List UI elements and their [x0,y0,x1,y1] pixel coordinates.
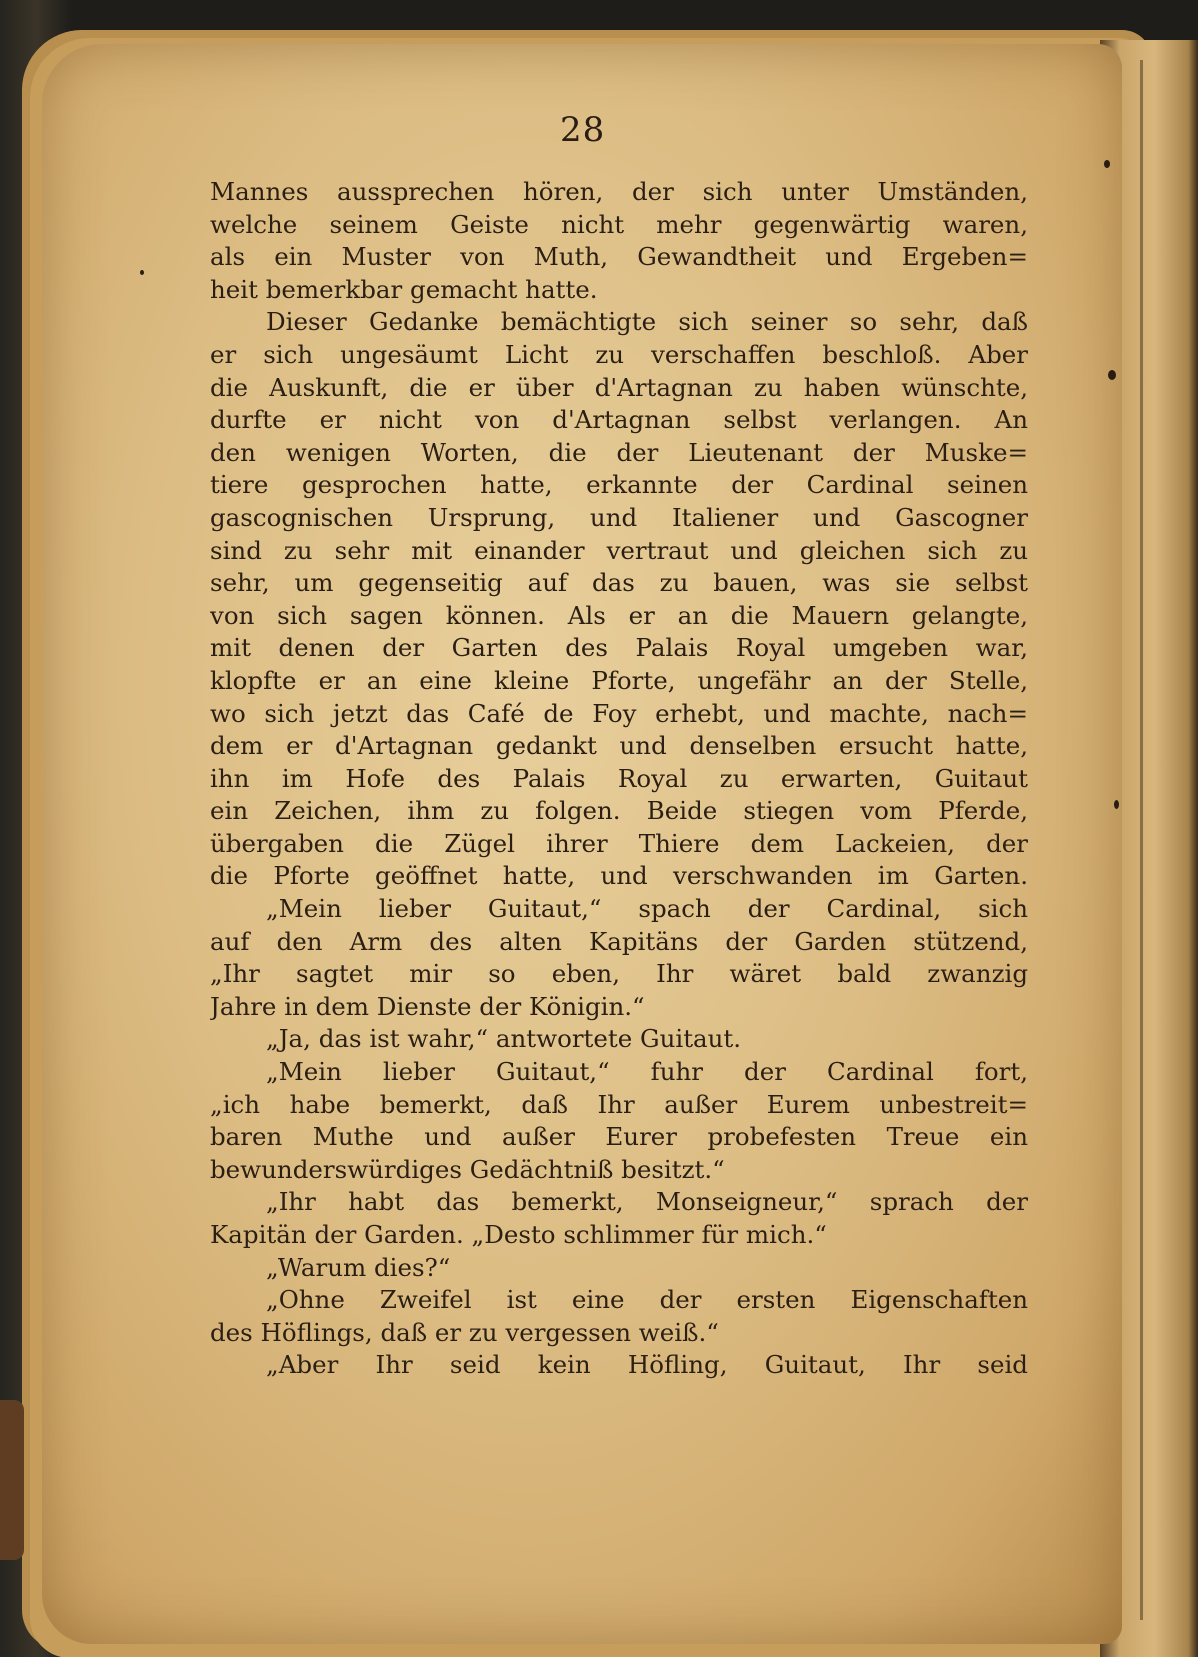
text-line: die Auskunft, die er über d'Artagnan zu haben wünschte, [210,372,1028,402]
text-line: Kapitän der Garden. „Desto schlimmer für mich.“ [210,1220,827,1249]
text-line: „Warum dies?“ [266,1252,451,1282]
ink-speck [1108,370,1116,380]
text-line: als ein Muster von Muth, Gewandtheit und Ergeben= [210,242,1028,272]
text-line: Jahre in dem Dienste der Königin.“ [210,991,645,1021]
text-line: tiere gesprochen hatte, erkannte der Cardinal seinen [210,470,1028,500]
page-number: 28 [560,110,606,150]
ink-speck [1104,160,1110,168]
text-line: heit bemerkbar gemacht hatte. [210,274,598,304]
gutter-fold [1140,60,1143,1620]
text-line: von sich sagen können. Als er an die Mauern gelangte, [210,600,1028,630]
body-text [210,176,1028,1382]
text-line: welche seinem Geiste nicht mehr gegenwärtig waren, [210,209,1028,239]
text-line: wo sich jetzt das Café de Foy erhebt, und machte, nach= [210,698,1028,728]
text-line: baren Muthe und außer Eurer probefesten Treue ein [210,1122,1028,1152]
text-line: „Mein lieber Guitaut,“ spach der Cardinal, sich [266,894,1028,924]
text-line: „Aber Ihr seid kein Höfling, Guitaut, Ihr seid [266,1350,1028,1380]
text-line: mit denen der Garten des Palais Royal umgeben war, [210,633,1028,663]
text-line: bewunderswürdiges Gedächtniß besitzt.“ [210,1154,725,1184]
ink-speck [140,270,144,275]
text-line: dem er d'Artagnan gedankt und denselben ersucht hatte, [210,731,1028,761]
torn-edge [0,1400,24,1560]
text-line: ein Zeichen, ihm zu folgen. Beide stiegen vom Pferde, [210,796,1028,826]
text-line: Dieser Gedanke bemächtigte sich seiner so sehr, daß [266,307,1028,337]
text-line: auf den Arm des alten Kapitäns der Garden stützend, [210,926,1028,956]
text-line: „Ohne Zweifel ist eine der ersten Eigenschaften [266,1285,1028,1315]
text-line: klopfte er an eine kleine Pforte, ungefähr an der Stelle, [210,665,1028,695]
text-line: gascognischen Ursprung, und Italiener und Gascogner [210,502,1028,532]
text-line: „Ihr habt das bemerkt, Monseigneur,“ sprach der [266,1187,1028,1217]
text-line: sind zu sehr mit einander vertraut und gleichen sich zu [210,535,1028,565]
text-line: den wenigen Worten, die der Lieutenant der Muske= [210,437,1028,467]
text-line: er sich ungesäumt Licht zu verschaffen beschloß. Aber [210,339,1028,369]
text-line: „ich habe bemerkt, daß Ihr außer Eurem unbestreit= [210,1089,1028,1119]
text-line: des Höflings, daß er zu vergessen weiß.“ [210,1317,719,1347]
text-line: Mannes aussprechen hören, der sich unter Umständen, [210,177,1028,206]
text-line: die Pforte geöffnet hatte, und verschwanden im Garten. [210,861,1028,891]
text-line: übergaben die Zügel ihrer Thiere dem Lackeien, der [210,828,1028,858]
text-line: durfte er nicht von d'Artagnan selbst verlangen. An [210,405,1028,435]
text-line: sehr, um gegenseitig auf das zu bauen, was sie selbst [210,568,1028,598]
text-line: „Mein lieber Guitaut,“ fuhr der Cardinal fort, [266,1057,1028,1087]
text-line: ihn im Hofe des Palais Royal zu erwarten, Guitaut [210,763,1028,793]
text-line: „Ja, das ist wahr,“ antwortete Guitaut. [266,1024,742,1054]
text-line: „Ihr sagtet mir so eben, Ihr wäret bald zwanzig [210,959,1028,989]
ink-speck [1114,800,1119,809]
